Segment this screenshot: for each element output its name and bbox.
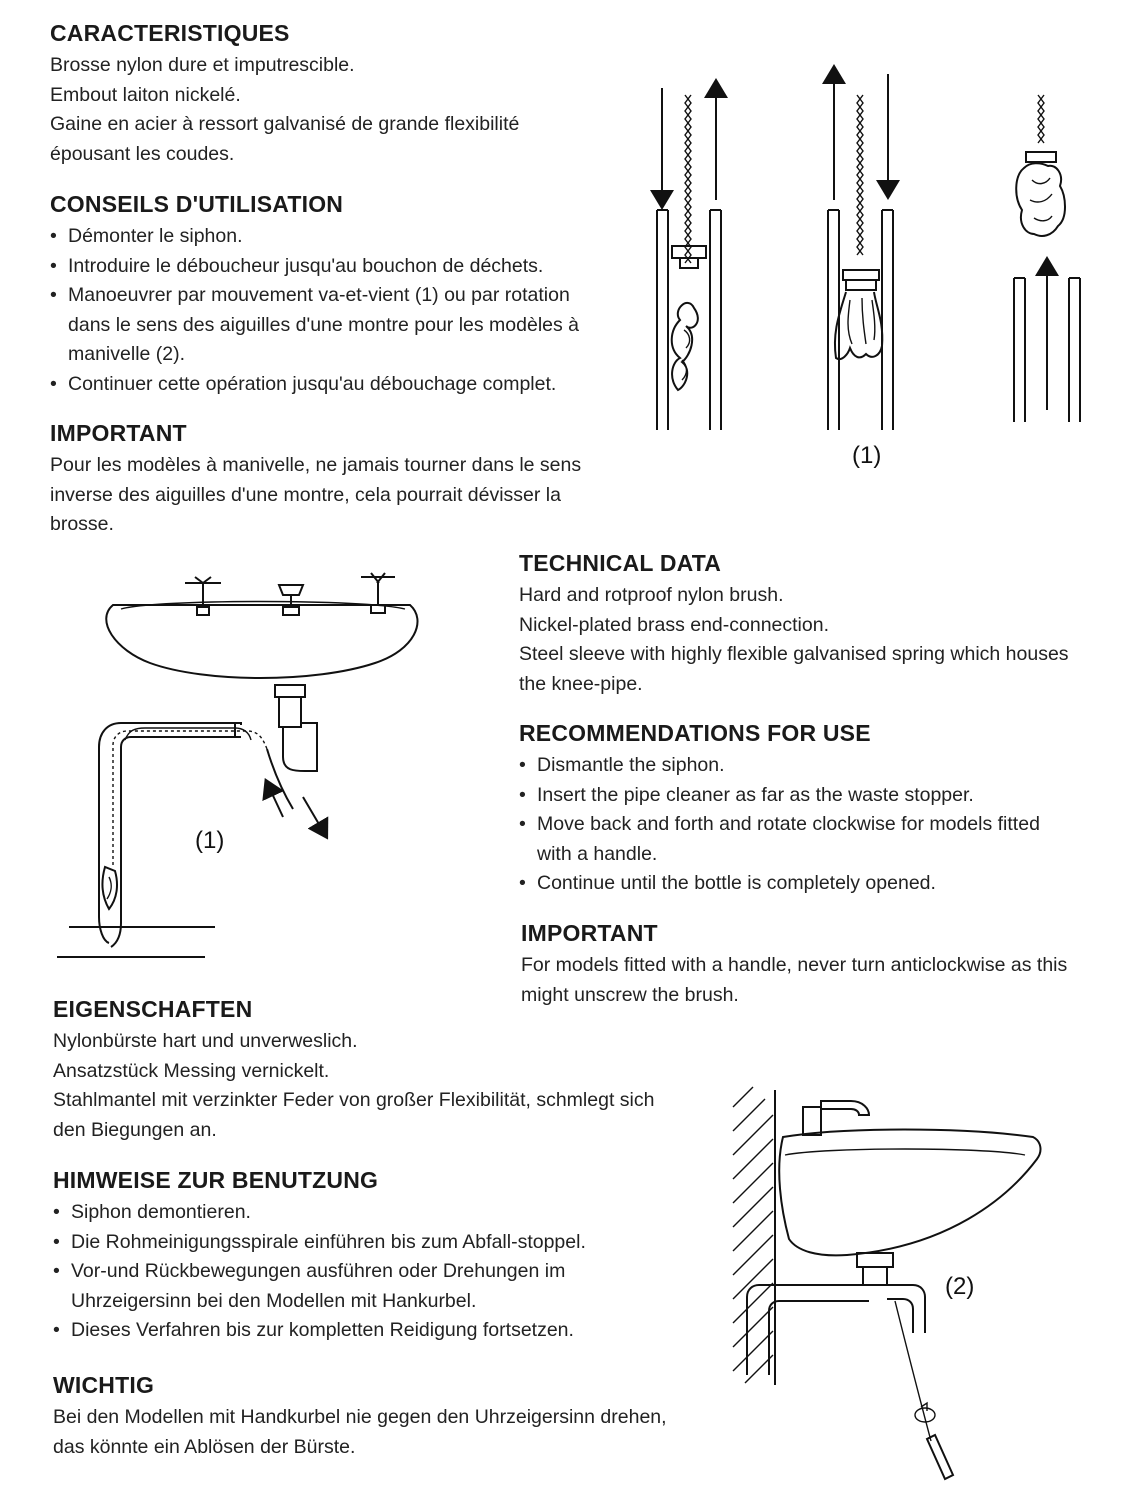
pipes-figure-label: (1) <box>852 442 882 469</box>
en-technical-line: Nickel-plated brass end-connection. <box>519 613 830 636</box>
fr-characteristics-heading: CARACTERISTIQUES <box>50 20 290 46</box>
de-hints-item: • Dieses Verfahren bis zur kompletten Reidigung fortsetzen. <box>53 1316 586 1346</box>
en-technical-line: Hard and rotproof nylon brush. <box>519 584 784 606</box>
crank-figure-label: (2) <box>945 1273 975 1300</box>
en-important-heading: IMPORTANT <box>521 920 658 946</box>
de-important-heading: WICHTIG <box>53 1372 155 1398</box>
en-recommendations-item: • Continue until the bottle is completely opened. <box>519 869 1040 899</box>
sink-illustration <box>55 565 475 965</box>
en-recommendations-item: • Insert the pipe cleaner as far as the waste stopper. <box>519 781 1040 811</box>
de-hints-heading: HIMWEISE ZUR BENUTZUNG <box>53 1167 379 1193</box>
en-technical-section <box>519 550 1069 699</box>
fr-important-line: inverse des aiguilles d'une montre, cela pourrait dévisser la <box>50 483 561 506</box>
pipe-1-drawing <box>657 88 721 430</box>
de-hints-item: • Siphon demontieren. <box>53 1198 586 1228</box>
en-technical-line: Steel sleeve with highly flexible galvanised spring which houses <box>519 643 1069 665</box>
de-properties-heading: EIGENSCHAFTEN <box>53 996 253 1022</box>
pipe-3-drawing <box>1014 95 1080 422</box>
en-recommendations-item: • Dismantle the siphon. <box>519 751 1040 781</box>
fr-advice-section <box>50 191 579 399</box>
en-recommendations-section <box>519 720 1040 899</box>
fr-important-line: Pour les modèles à manivelle, ne jamais tourner dans le sens <box>50 454 582 476</box>
de-hints-item: • Die Rohmeinigungsspirale einführen bis zum Abfall-stoppel. <box>53 1228 586 1258</box>
de-properties-line: Ansatzstück Messing vernickelt. <box>53 1059 330 1082</box>
de-properties-line: Stahlmantel mit verzinkter Feder von großer Flexibilität, schmlegt sich <box>53 1089 655 1111</box>
de-important-line: das könnte ein Ablösen der Bürste. <box>53 1435 356 1458</box>
de-hints-item-continuation: Uhrzeigersinn bei den Modellen mit Hankurbel. <box>71 1289 477 1312</box>
de-important-section <box>53 1372 667 1462</box>
sink-figure-label: (1) <box>195 827 225 854</box>
fr-advice-item: • Continuer cette opération jusqu'au débouchage complet. <box>50 370 579 400</box>
en-technical-line: the knee-pipe. <box>519 672 643 695</box>
fr-advice-item: • Manoeuvrer par mouvement va-et-vient (1) ou par rotation <box>50 281 579 311</box>
en-important-line: For models fitted with a handle, never turn anticlockwise as this <box>521 954 1068 976</box>
fr-characteristics-line: Brosse nylon dure et imputrescible. <box>50 54 355 76</box>
de-properties-section <box>53 996 654 1145</box>
de-hints-section <box>53 1167 586 1346</box>
en-recommendations-item-continuation: with a handle. <box>537 842 658 865</box>
fr-advice-item-continuation: dans le sens des aiguilles d'une montre pour les modèles à <box>68 313 580 336</box>
fr-advice-item: • Introduire le déboucheur jusqu'au bouchon de déchets. <box>50 252 579 282</box>
fr-characteristics-line: Gaine en acier à ressort galvanisé de grande flexibilité <box>50 113 520 135</box>
fr-important-section <box>50 420 581 540</box>
fr-important-heading: IMPORTANT <box>50 420 187 446</box>
en-important-line: might unscrew the brush. <box>521 983 739 1006</box>
fr-characteristics-section <box>50 20 519 169</box>
fr-advice-heading: CONSEILS D'UTILISATION <box>50 191 344 217</box>
fr-advice-item-continuation: manivelle (2). <box>68 343 186 365</box>
fr-characteristics-line: Embout laiton nickelé. <box>50 83 241 106</box>
pipe-cleaning-illustration <box>640 60 1100 480</box>
en-recommendations-item: • Move back and forth and rotate clockwise for models fitted <box>519 810 1040 840</box>
fr-advice-item: • Démonter le siphon. <box>50 222 579 252</box>
de-properties-line: den Biegungen an. <box>53 1118 217 1141</box>
de-properties-line: Nylonbürste hart und unverweslich. <box>53 1030 358 1052</box>
fr-characteristics-line: épousant les coudes. <box>50 142 235 165</box>
en-technical-heading: TECHNICAL DATA <box>519 550 722 576</box>
pipe-2-drawing <box>828 74 893 430</box>
fr-important-line: brosse. <box>50 513 114 535</box>
crank-sink-illustration <box>725 1085 1055 1490</box>
de-important-line: Bei den Modellen mit Handkurbel nie gegen den Uhrzeigersinn drehen, <box>53 1406 667 1428</box>
en-recommendations-heading: RECOMMENDATIONS FOR USE <box>519 720 871 746</box>
de-hints-item: • Vor-und Rückbewegungen ausführen oder Drehungen im <box>53 1257 586 1287</box>
